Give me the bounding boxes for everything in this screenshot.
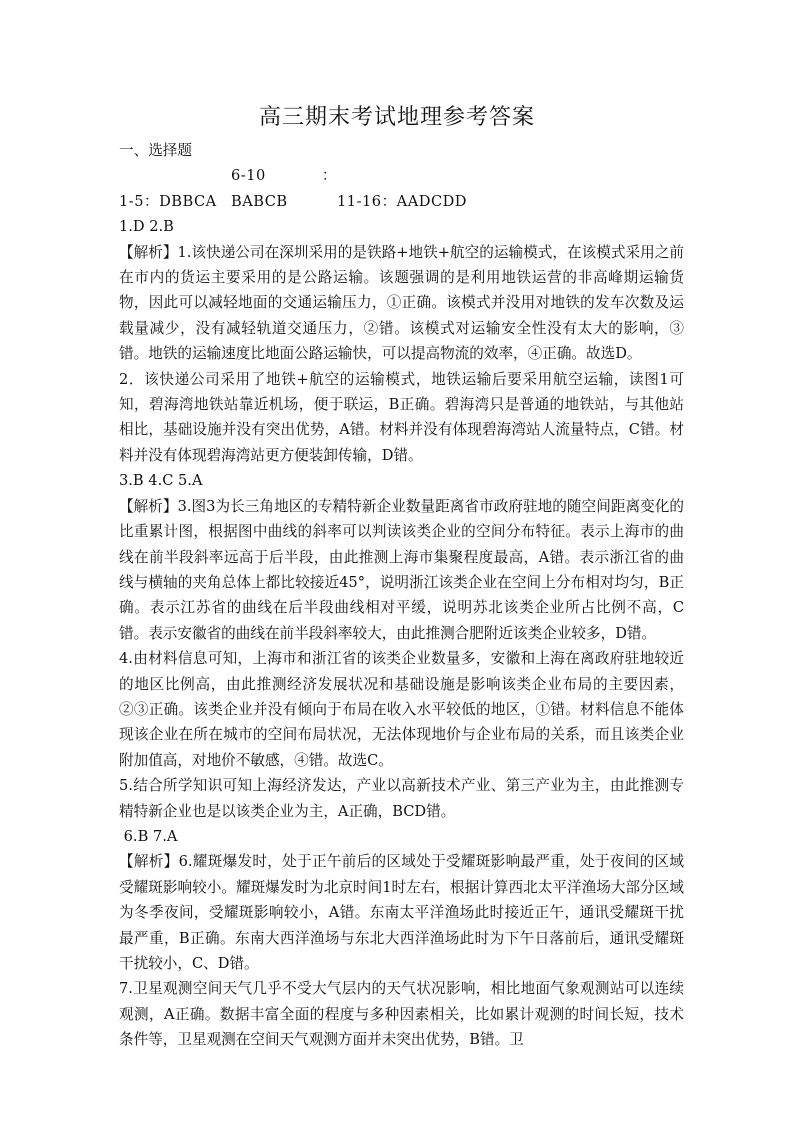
answer-key-line <box>119 163 684 214</box>
explanation-q2: 2．该快递公司采用了地铁+航空的运输模式，地铁运输后要采用航空运输，读图1可知，碧海湾地铁站靠近机场，便于联运，B正确。碧海湾只是普通的地铁站，与其他站相比，基础设施并没有突出优势，A错。材料并没有体现碧海湾站人流量特点，C错。材料并没有体现碧海湾站更方便装卸传输，D错。 <box>119 370 684 464</box>
explanation-q4: 4.由材料信息可知，上海市和浙江省的该类企业数量多，安徽和上海在离政府驻地较近的地区比例高，由此推测经济发展状况和基础设施是影响该类企业布局的主要因素，②③正确。该类企业并没有倾向于布局在收入水平较低的地区，①错。材料信息不能体现该企业在所在城市的空间布局状况，无法体现地价与企业布局的关系，而且该类企业附加值高，对地价不敏感，④错。故选C。 <box>119 650 684 769</box>
explanation-q7: 7.卫星观测空间天气几乎不受大气层内的天气状况影响，相比地面气象观测站可以连续观测，A正确。数据丰富全面的程度与多种因素相关，比如累计观测的时间长短，技术条件等，卫星观测在空间天气观测方面并未突出优势，B错。卫 <box>119 980 684 1049</box>
explanation-q1: 【解析】1.该快递公司在深圳采用的是铁路+地铁+航空的运输模式，在该模式采用之前在市内的货运主要采用的是公路运输。该题强调的是利用地铁运营的非高峰期运输货物，因此可以减轻地面的交通运输压力，①正确。该模式并没用对地铁的发车次数及运载量减少，没有减轻轨道交通压力，②错。该模式对运输安全性没有太大的影响，③错。地铁的运输速度比地面公路运输快，可以提高物流的效率，④正确。故选D。 <box>119 243 684 363</box>
explanation-q5: 5.结合所学知识可知上海经济发达，产业以高新技术产业、第三产业为主，由此推测专精特新企业也是以该类企业为主，A正确，BCD错。 <box>119 777 684 820</box>
answer-group-2: 6-10：BABCB <box>231 167 337 210</box>
explanation-q3: 【解析】3.图3为长三角地区的专精特新企业数量距离省市政府驻地的随空间距离变化的比重累计图，根据图中曲线的斜率可以判读该类企业的空间分布特征。表示上海市的曲线在前半段斜率远高于后半段，由此推测上海市集聚程度最高，A错。表示浙江省的曲线与横轴的夹角总体上都比较接近45°，说明浙江该类企业在空间上分布相对均匀，B正确。表示江苏省的曲线在后半段曲线相对平缓，说明苏北该类企业所占比例不高，C错。表示安徽省的曲线在前半段斜率较大，由此推测合肥附近该类企业较多，D错。 <box>119 497 684 642</box>
answer-group-1: 1-5：DBBCA <box>119 192 217 210</box>
explanation-q6: 【解析】6.耀斑爆发时，处于正午前后的区域处于受耀斑影响最严重，处于夜间的区域受耀斑影响较小。耀斑爆发时为北京时间1时左右，根据计算西北太平洋渔场大部分区域为冬季夜间，受耀斑影响较小，A错。东南太平洋渔场此时接近正午，通讯受耀斑干扰最严重，B正确。东南大西洋渔场与东北大西洋渔场此时为下午日落前后，通讯受耀斑干扰较小，C、D错。 <box>119 853 684 972</box>
answer-line-3-5: 3.B 4.C 5.A <box>119 472 203 490</box>
document-body <box>119 138 684 1053</box>
answer-line-1-2: 1.D 2.B <box>119 218 174 236</box>
page-title: 高三期末考试地理参考答案 <box>258 105 535 130</box>
section-heading: 一、选择题 <box>119 142 192 159</box>
answer-line-6-7: 6.B 7.A <box>119 827 178 845</box>
answer-group-3: 11-16：AADCDD <box>337 192 468 210</box>
